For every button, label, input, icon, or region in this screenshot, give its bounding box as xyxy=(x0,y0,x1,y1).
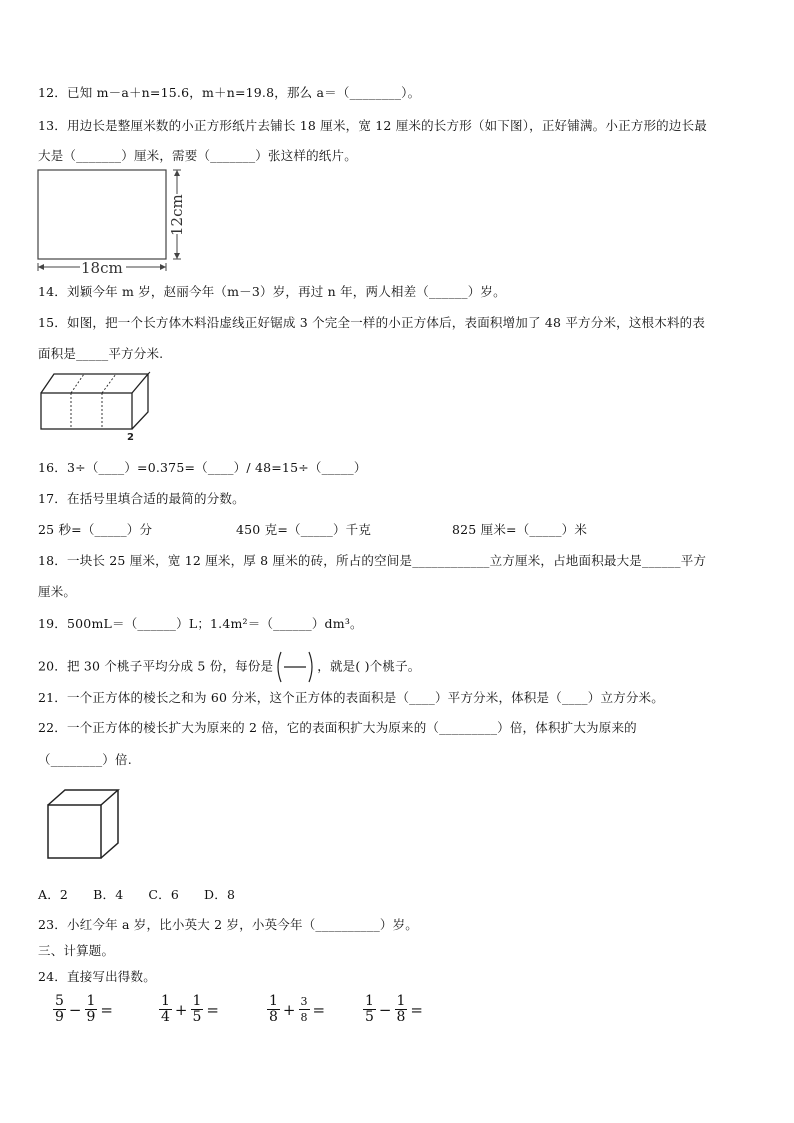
question-24: 24．直接写出得数。 xyxy=(38,969,156,984)
denominator: 5 xyxy=(192,1009,202,1025)
cuboid-label: 2 xyxy=(127,432,134,442)
equals-sign: = xyxy=(312,1000,326,1019)
fraction-expression-3 xyxy=(266,994,327,1025)
question-14: 14．刘颖今年 m 岁，赵丽今年（m－3）岁，再过 n 年，两人相差（______）岁。 xyxy=(38,284,506,299)
question-15-line2: 面积是_____平方分米. xyxy=(38,346,164,361)
answer-options: A．2 B．4 C．6 D．8 xyxy=(38,887,236,902)
question-18-line1: 18．一块长 25 厘米，宽 12 厘米，厚 8 厘米的砖，所占的空间是____________立方厘米，占地面积最大是______平方 xyxy=(38,553,707,568)
question-22-line1: 22．一个正方体的棱长扩大为原来的 2 倍，它的表面积扩大为原来的（_________）倍，体积扩大为原来的 xyxy=(38,720,637,735)
question-18-line2: 厘米。 xyxy=(38,584,77,599)
question-23: 23．小红今年 a 岁，比小英大 2 岁，小英今年（__________）岁。 xyxy=(38,917,419,932)
numerator: 1 xyxy=(396,993,406,1009)
numerator: 5 xyxy=(55,993,64,1009)
operator: − xyxy=(68,1000,82,1019)
denominator: 4 xyxy=(161,1009,170,1025)
numerator: 1 xyxy=(269,993,278,1009)
figure-height-label: 12cm xyxy=(168,194,186,236)
operator: + xyxy=(282,1000,296,1019)
question-22-line2: （________）倍. xyxy=(38,752,132,767)
numerator: 1 xyxy=(86,993,96,1009)
numerator: 3 xyxy=(300,995,308,1008)
question-21: 21．一个正方体的棱长之和为 60 分米，这个正方体的表面积是（____）平方分米，体积是（____）立方分米。 xyxy=(38,690,664,705)
denominator: 8 xyxy=(396,1009,406,1025)
fraction-expression-4 xyxy=(362,994,425,1025)
equals-sign: = xyxy=(410,1000,423,1019)
blank-fraction-bracket xyxy=(274,650,316,684)
denominator: 8 xyxy=(269,1009,278,1025)
cuboid-figure xyxy=(38,370,156,442)
fraction-expression-1 xyxy=(52,994,115,1025)
question-17-a: 25 秒=（_____）分 xyxy=(38,522,153,537)
operator: + xyxy=(174,1000,188,1019)
rectangle-figure xyxy=(36,168,186,274)
figure-width-label: 18cm xyxy=(81,259,123,274)
question-17-c: 825 厘米=（_____）米 xyxy=(452,522,588,537)
question-12: 12．已知 m－a＋n=15.6，m＋n=19.8，那么 a＝（________）。 xyxy=(38,85,421,100)
question-17-b: 450 克=（_____）千克 xyxy=(236,522,372,537)
cube-figure xyxy=(46,788,122,862)
equals-sign: = xyxy=(206,1000,219,1019)
denominator: 5 xyxy=(365,1009,374,1025)
question-15-line1: 15．如图，把一个长方体木料沿虚线正好锯成 3 个完全一样的小正方体后，表面积增加了 48 平方分米，这根木料的表 xyxy=(38,315,706,330)
numerator: 1 xyxy=(365,993,374,1009)
fraction-expression-2 xyxy=(158,994,221,1025)
equals-sign: = xyxy=(100,1000,113,1019)
question-16: 16．3÷（____）=0.375=（____）/ 48=15÷（_____） xyxy=(38,460,367,475)
operator: − xyxy=(378,1000,392,1019)
question-13-line2: 大是（_______）厘米，需要（_______）张这样的纸片。 xyxy=(38,148,357,163)
question-17-title: 17．在括号里填合适的最简的分数。 xyxy=(38,491,245,506)
numerator: 1 xyxy=(161,993,170,1009)
question-20 xyxy=(38,650,421,684)
question-19: 19．500mL＝（______）L；1.4m²＝（______）dm³。 xyxy=(38,616,363,631)
question-13-line1: 13．用边长是整厘米数的小正方形纸片去铺长 18 厘米，宽 12 厘米的长方形（如下图），正好铺满。小正方形的边长最 xyxy=(38,118,707,133)
numerator: 1 xyxy=(192,993,202,1009)
denominator: 8 xyxy=(300,1011,308,1024)
question-20-after: ，就是( )个桃子。 xyxy=(317,658,421,674)
denominator: 9 xyxy=(55,1009,64,1025)
question-20-before: 20．把 30 个桃子平均分成 5 份，每份是 xyxy=(38,658,274,674)
section-three-title: 三、计算题。 xyxy=(38,943,115,958)
denominator: 9 xyxy=(86,1009,96,1025)
